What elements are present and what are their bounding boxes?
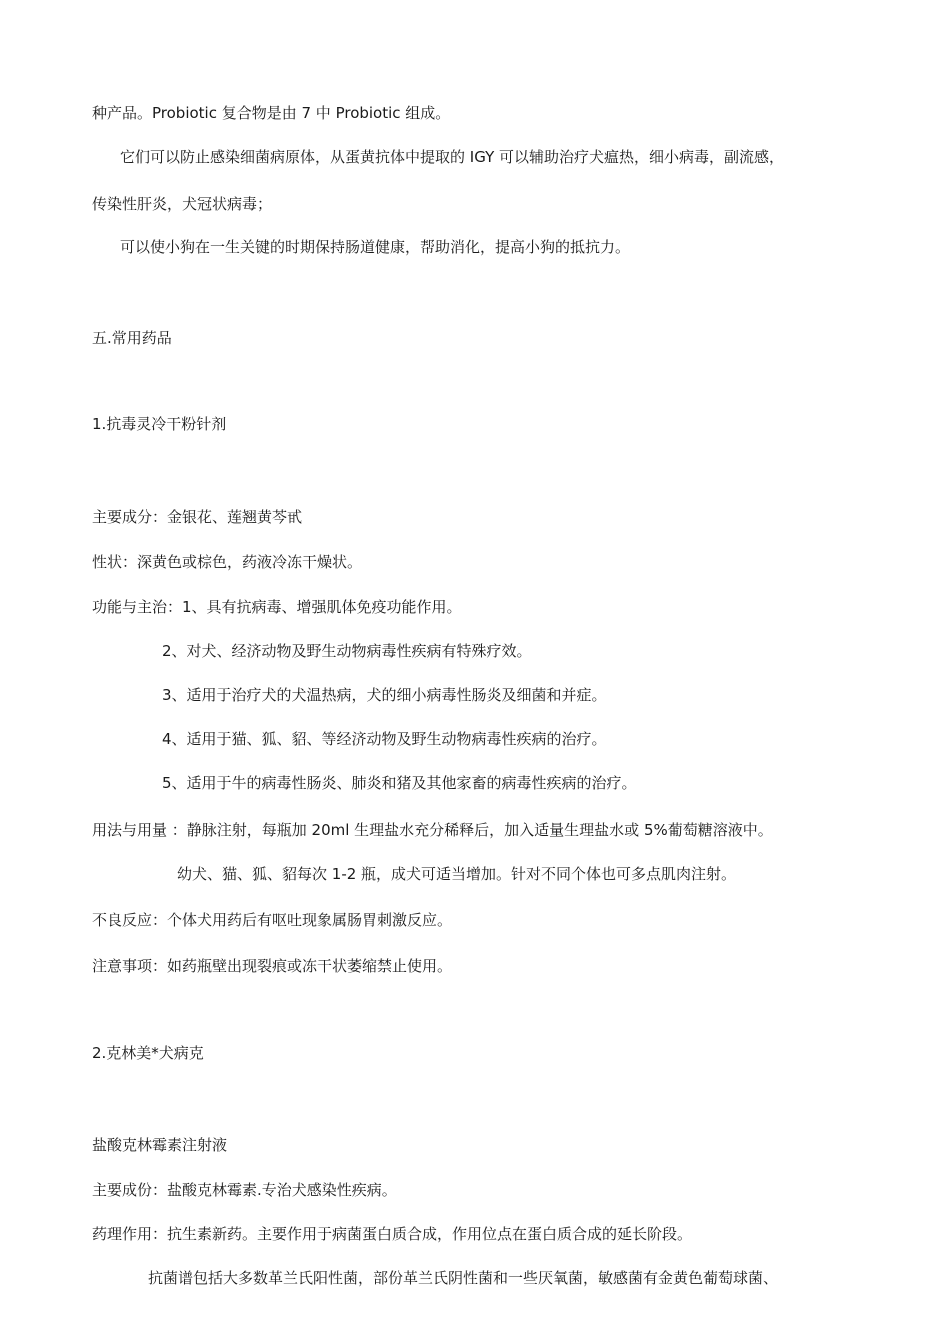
drug1-ingredients: 主要成分：金银花、莲翘黄芩甙 xyxy=(92,508,303,526)
drug1-dosage-line2: 幼犬、猫、狐、貂每次 1-2 瓶，成犬可适当增加。针对不同个体也可多点肌肉注射。 xyxy=(177,865,737,883)
drug2-ingredients: 主要成份：盐酸克林霉素.专治犬感染性疾病。 xyxy=(92,1181,397,1199)
drug1-dosage-line1: 用法与用量 ：静脉注射，每瓶加 20ml 生理盐水充分稀释后，加入适量生理盐水或 5%葡萄糖溶液中。 xyxy=(92,821,773,839)
drug1-adverse-reactions: 不良反应：个体犬用药后有呕吐现象属肠胃刺激反应。 xyxy=(92,911,453,929)
probiotic-intro-paragraph: 种产品。Probiotic 复合物是由 7 中 Probiotic 组成。 xyxy=(92,104,451,122)
section-heading-common-drugs: 五.常用药品 xyxy=(92,329,172,347)
prevent-infection-paragraph-line1: 它们可以防止感染细菌病原体，从蛋黄抗体中提取的 IGY 可以辅助治疗犬瘟热，细小病毒，副流感， xyxy=(120,148,785,166)
drug1-appearance: 性状：深黄色或棕色，药液冷冻干燥状。 xyxy=(92,553,363,571)
drug2-spectrum: 抗菌谱包括大多数革兰氏阳性菌，部份革兰氏阴性菌和一些厌氧菌，敏感菌有金黄色葡萄球菌、 xyxy=(148,1269,779,1287)
drug2-name: 盐酸克林霉素注射液 xyxy=(92,1136,228,1154)
drug1-indication-5: 5、适用于牛的病毒性肠炎、肺炎和猪及其他家畜的病毒性疾病的治疗。 xyxy=(162,774,637,792)
drug1-indication-1: 功能与主治：1、具有抗病毒、增强肌体免疫功能作用。 xyxy=(92,598,462,616)
drug1-precautions: 注意事项：如药瓶壁出现裂痕或冻干状萎缩禁止使用。 xyxy=(92,957,453,975)
gut-health-paragraph: 可以使小狗在一生关键的时期保持肠道健康，帮助消化，提高小狗的抵抗力。 xyxy=(120,238,631,256)
drug1-heading: 1.抗毒灵冷干粉针剂 xyxy=(92,415,227,433)
drug1-indication-2: 2、对犬、经济动物及野生动物病毒性疾病有特殊疗效。 xyxy=(162,642,532,660)
drug1-indication-3: 3、适用于治疗犬的犬温热病，犬的细小病毒性肠炎及细菌和并症。 xyxy=(162,686,607,704)
prevent-infection-paragraph-line2: 传染性肝炎，犬冠状病毒； xyxy=(92,195,273,213)
drug2-heading: 2.克林美*犬病克 xyxy=(92,1044,204,1062)
drug2-pharmacology: 药理作用：抗生素新药。主要作用于病菌蛋白质合成，作用位点在蛋白质合成的延长阶段。 xyxy=(92,1225,693,1243)
drug1-indication-4: 4、适用于猫、狐、貂、等经济动物及野生动物病毒性疾病的治疗。 xyxy=(162,730,607,748)
